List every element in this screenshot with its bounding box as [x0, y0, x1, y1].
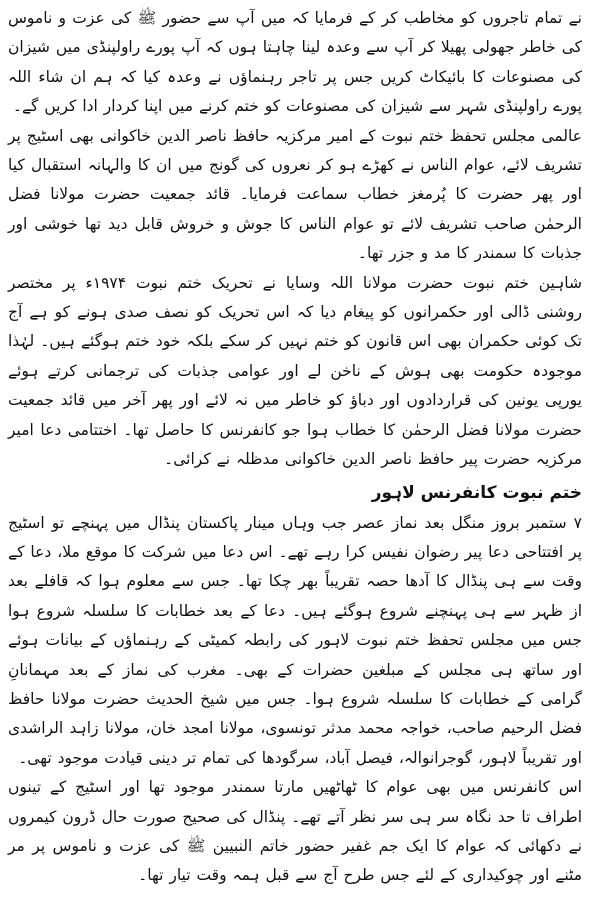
- paragraph-crowd-description: اس کانفرنس میں بھی عوام کا ٹھاٹھیں مارتا سمندر موجود تھا اور اسٹیج کے تینوں اطراف تا حد نگاہ سر ہی سر نظر آتے تھے۔ پنڈال کی صحیح صورت حال ڈرون کیمروں نے دکھائی کہ عوام کا ایک جم غفیر حضور خاتم النبیین ﷺ کی عزت و ناموس پر مر مٹنے اور چوکیداری کے لئے جس طرح آج سے قبل ہمہ وقت تیار تھا۔: [8, 778, 582, 885]
- paragraph-allah-wasaya-speech: شاہین ختم نبوت حضرت مولانا اللہ وسایا نے تحریک ختم نبوت ۱۹۷۴ء پر مختصر روشنی ڈالی اور حکمرانوں کو پیغام دیا کہ اس تحریک کو نصف صدی ہونے کو ہے آج تک کوئی حکمران بھی اس قانون کو ختم نہیں کر سکے بلکہ خود ختم ہوگئے ہیں۔ لہٰذا موجودہ حکومت بھی ہوش کے ناخن لے اور عوامی جذبات کی ترجمانی کرتے ہوئے یورپی یونین کی قراردادوں اور دباؤ کو خاطر میں نہ لائے اور پھر آخر میں قائد جمعیت حضرت مولانا فضل الرحمٰن کا خطاب ہوا جو کانفرنس کا حاصل تھا۔ اختتامی دعا امیر مرکزیہ حضرت پیر حافظ ناصر الدین خاکوانی مدظلہ نے کرائی۔: [8, 273, 582, 469]
- paragraph-shezan-boycott: نے تمام تاجروں کو مخاطب کر کے فرمایا کہ میں آپ سے حضور ﷺ کی عزت و ناموس کی خاطر جھولی پھیلا کر آپ سے وعدہ لینا چاہتا ہوں کہ آپ پورے راولپنڈی میں شیزان کی مصنوعات کا بائیکاٹ کریں جس پر تاجر رہنماؤں نے وعدہ کیا کہ ہم ان شاء اللہ پورے راولپنڈی شہر سے شیزان کی مصنوعات کو ختم کرنے میں اپنا کردار ادا کریں گے۔: [8, 9, 582, 116]
- section-heading: ختم نبوت کانفرنس لاہور: [371, 482, 582, 503]
- paragraph-lahore-conference: ۷ ستمبر بروز منگل بعد نماز عصر جب وہاں مینار پاکستان پنڈال میں پہنچے تو اسٹیج پر افتتاحی دعا پیر رضوان نفیس کرا رہے تھے۔ اس دعا میں شرکت کا موقع ملا، دعا کے وقت سے ہی پنڈال کا آدھا حصہ تقریباً بھر چکا تھا۔ جس سے معلوم ہوا کہ قافلے بعد از ظہر سے ہی پہنچنے شروع ہوگئے ہیں۔ دعا کے بعد خطابات کا سلسلہ شروع ہوا جس میں مجلس تحفظ ختم نبوت لاہور کی رابطہ کمیٹی کے رہنماؤں کے بیانات ہوئے اور ساتھ ہی مجلس کے مبلغین حضرات کے بھی۔ مغرب کی نماز کے بعد مہمانانِ گرامی کے خطابات کا سلسلہ شروع ہوا۔ جس میں شیخ الحدیث حضرت مولانا حافظ فضل الرحیم صاحب، خواجہ محمد مدثر تونسوی، مولانا امجد خان، مولانا زاہد الراشدی اور تقریباً لاہور، گوجرانوالہ، فیصل آباد، سرگودھا کی تمام تر دینی قیادت موجود تھی۔: [8, 513, 582, 767]
- paragraph-khakwani-arrival: عالمی مجلس تحفظ ختم نبوت کے امیر مرکزیہ حافظ ناصر الدین خاکوانی بھی اسٹیج پر تشریف لائے، عوام الناس نے کھڑے ہو کر نعروں کی گونج میں ان کا والہانہ استقبال کیا اور پھر حضرت کا پُرمغز خطاب سماعت فرمایا۔ قائد جمعیت حضرت مولانا فضل الرحمٰن صاحب تشریف لائے تو عوام الناس کا جوش و خروش قابل دید تھا خوشی اور جذبات کا سمندر کا مد و جزر تھا۔: [8, 126, 582, 263]
